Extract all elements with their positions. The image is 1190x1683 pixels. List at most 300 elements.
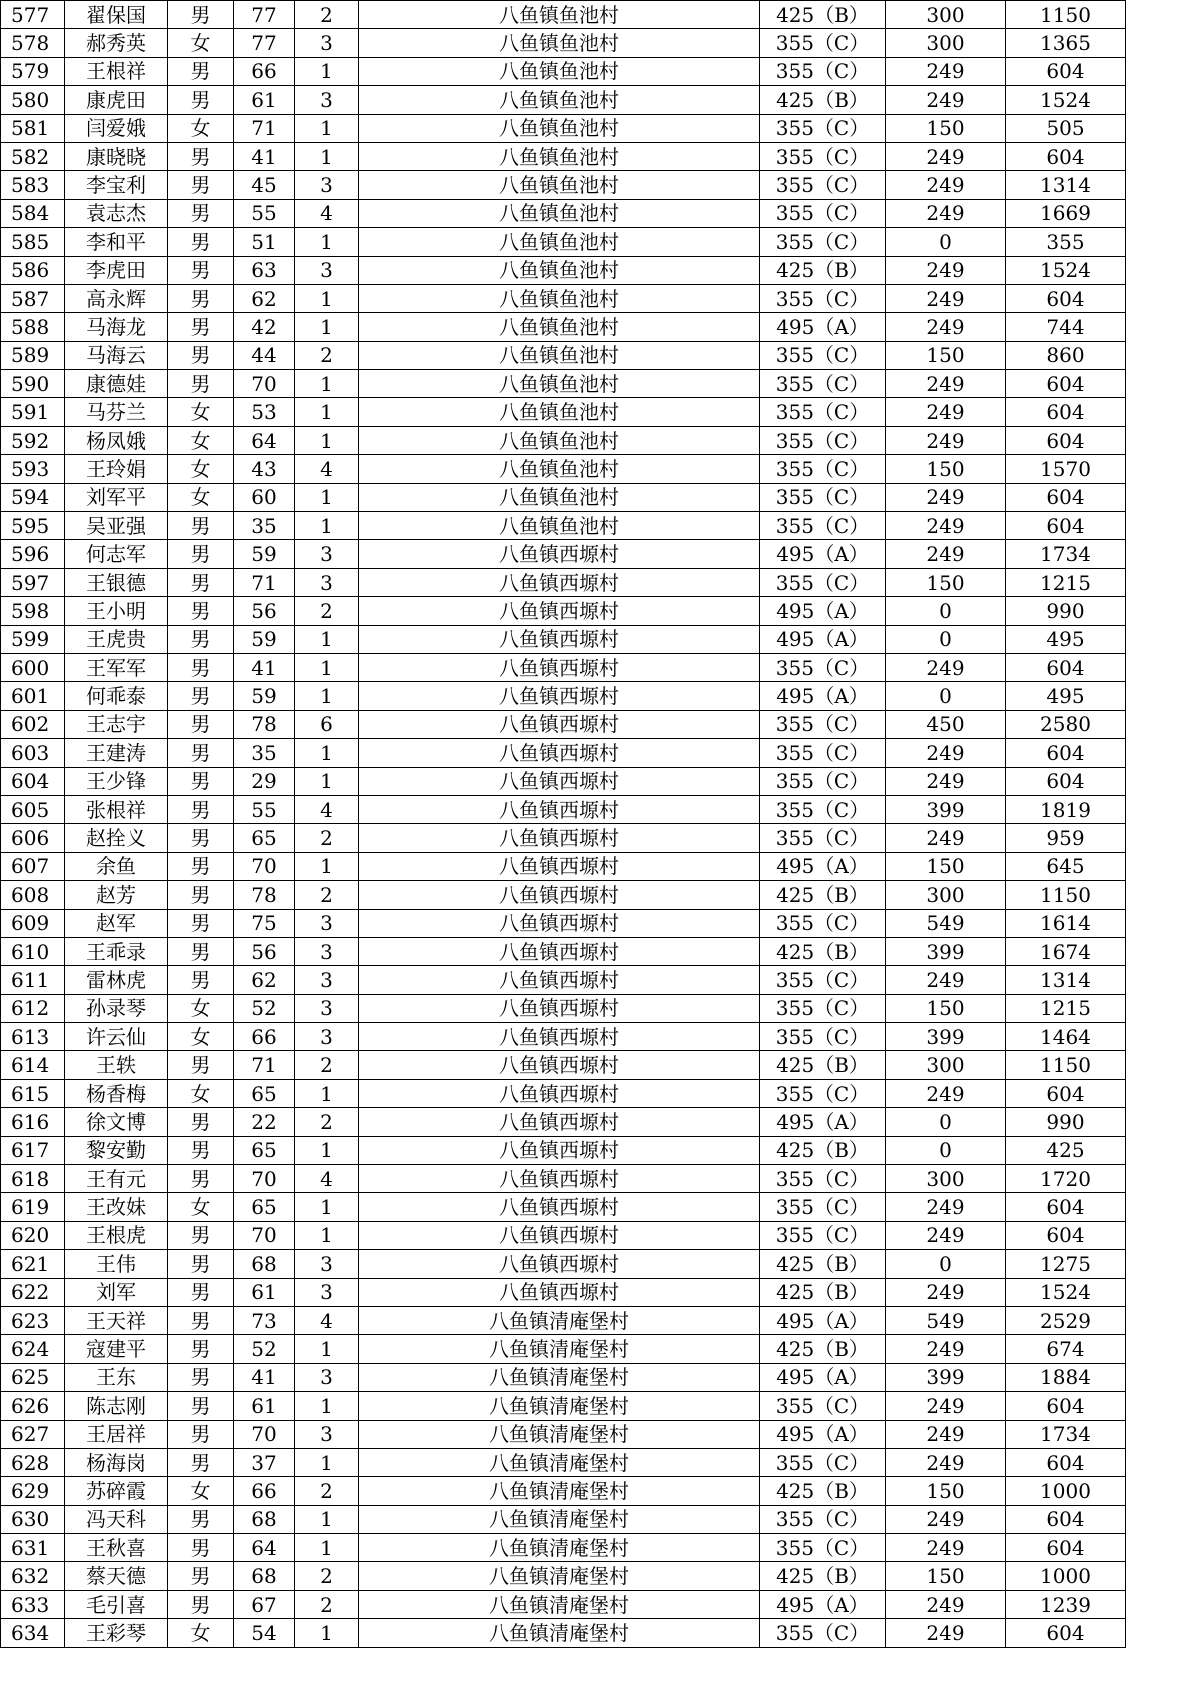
household-size-cell: 1	[295, 1619, 359, 1647]
name-cell: 毛引喜	[65, 1590, 168, 1618]
table-row	[1, 540, 1126, 568]
household-size-cell: 3	[295, 1250, 359, 1278]
subsidy-cell: 300	[886, 881, 1006, 909]
table-row	[1, 682, 1126, 710]
village-cell: 八鱼镇鱼池村	[359, 398, 760, 426]
standard-cell: 355（C）	[760, 483, 886, 511]
village-cell: 八鱼镇西塬村	[359, 767, 760, 795]
subsidy-cell: 249	[886, 966, 1006, 994]
total-cell: 425	[1006, 1136, 1126, 1164]
village-cell: 八鱼镇清庵堡村	[359, 1590, 760, 1618]
gender-cell: 女	[168, 1619, 234, 1647]
standard-cell: 355（C）	[760, 1221, 886, 1249]
gender-cell: 男	[168, 1534, 234, 1562]
standard-cell: 355（C）	[760, 455, 886, 483]
gender-cell: 女	[168, 114, 234, 142]
standard-cell: 495（A）	[760, 597, 886, 625]
household-size-cell: 1	[295, 625, 359, 653]
total-cell: 1734	[1006, 1420, 1126, 1448]
age-cell: 77	[234, 29, 295, 57]
subsidy-cell: 249	[886, 824, 1006, 852]
age-cell: 55	[234, 795, 295, 823]
standard-cell: 425（B）	[760, 1562, 886, 1590]
age-cell: 41	[234, 1363, 295, 1391]
gender-cell: 男	[168, 512, 234, 540]
standard-cell: 425（B）	[760, 937, 886, 965]
name-cell: 刘军平	[65, 483, 168, 511]
table-row	[1, 455, 1126, 483]
age-cell: 70	[234, 370, 295, 398]
name-cell: 王银德	[65, 568, 168, 596]
table-row	[1, 1363, 1126, 1391]
village-cell: 八鱼镇西塬村	[359, 625, 760, 653]
name-cell: 赵拴义	[65, 824, 168, 852]
gender-cell: 男	[168, 313, 234, 341]
row-number: 579	[1, 57, 65, 85]
name-cell: 吴亚强	[65, 512, 168, 540]
household-size-cell: 1	[295, 426, 359, 454]
gender-cell: 男	[168, 653, 234, 681]
age-cell: 66	[234, 1023, 295, 1051]
village-cell: 八鱼镇鱼池村	[359, 57, 760, 85]
standard-cell: 355（C）	[760, 739, 886, 767]
table-row	[1, 739, 1126, 767]
name-cell: 马海龙	[65, 313, 168, 341]
standard-cell: 425（B）	[760, 1250, 886, 1278]
subsidy-cell: 249	[886, 86, 1006, 114]
age-cell: 56	[234, 937, 295, 965]
household-size-cell: 2	[295, 1562, 359, 1590]
age-cell: 67	[234, 1590, 295, 1618]
village-cell: 八鱼镇西塬村	[359, 881, 760, 909]
table-row	[1, 653, 1126, 681]
village-cell: 八鱼镇清庵堡村	[359, 1363, 760, 1391]
total-cell: 355	[1006, 228, 1126, 256]
standard-cell: 355（C）	[760, 1619, 886, 1647]
name-cell: 李和平	[65, 228, 168, 256]
row-number: 625	[1, 1363, 65, 1391]
gender-cell: 男	[168, 568, 234, 596]
row-number: 616	[1, 1108, 65, 1136]
row-number: 624	[1, 1335, 65, 1363]
subsidy-cell: 249	[886, 398, 1006, 426]
village-cell: 八鱼镇鱼池村	[359, 29, 760, 57]
name-cell: 王根虎	[65, 1221, 168, 1249]
household-size-cell: 3	[295, 909, 359, 937]
household-size-cell: 4	[295, 199, 359, 227]
table-row	[1, 909, 1126, 937]
subsidy-cell: 249	[886, 1079, 1006, 1107]
gender-cell: 女	[168, 398, 234, 426]
standard-cell: 495（A）	[760, 1590, 886, 1618]
household-size-cell: 1	[295, 682, 359, 710]
row-number: 608	[1, 881, 65, 909]
household-size-cell: 1	[295, 739, 359, 767]
name-cell: 王根祥	[65, 57, 168, 85]
standard-cell: 355（C）	[760, 398, 886, 426]
total-cell: 1215	[1006, 994, 1126, 1022]
total-cell: 604	[1006, 767, 1126, 795]
household-size-cell: 3	[295, 966, 359, 994]
gender-cell: 男	[168, 1420, 234, 1448]
table-row	[1, 370, 1126, 398]
household-size-cell: 3	[295, 1420, 359, 1448]
name-cell: 余鱼	[65, 852, 168, 880]
gender-cell: 男	[168, 228, 234, 256]
gender-cell: 男	[168, 824, 234, 852]
standard-cell: 355（C）	[760, 1392, 886, 1420]
table-row	[1, 256, 1126, 284]
table-row	[1, 1278, 1126, 1306]
row-number: 620	[1, 1221, 65, 1249]
subsidy-cell: 399	[886, 937, 1006, 965]
total-cell: 1524	[1006, 256, 1126, 284]
total-cell: 1314	[1006, 966, 1126, 994]
total-cell: 604	[1006, 57, 1126, 85]
subsidy-cell: 249	[886, 426, 1006, 454]
row-number: 597	[1, 568, 65, 596]
table-row	[1, 1108, 1126, 1136]
table-row	[1, 199, 1126, 227]
age-cell: 52	[234, 1335, 295, 1363]
village-cell: 八鱼镇西塬村	[359, 710, 760, 738]
gender-cell: 男	[168, 1392, 234, 1420]
age-cell: 78	[234, 710, 295, 738]
name-cell: 王虎贵	[65, 625, 168, 653]
gender-cell: 男	[168, 1306, 234, 1334]
subsidy-cell: 399	[886, 1363, 1006, 1391]
age-cell: 77	[234, 1, 295, 29]
age-cell: 51	[234, 228, 295, 256]
household-size-cell: 1	[295, 228, 359, 256]
subsidy-cell: 249	[886, 1420, 1006, 1448]
row-number: 621	[1, 1250, 65, 1278]
subsidy-cell: 249	[886, 1590, 1006, 1618]
name-cell: 康虎田	[65, 86, 168, 114]
household-size-cell: 2	[295, 881, 359, 909]
table-row	[1, 852, 1126, 880]
household-size-cell: 2	[295, 1477, 359, 1505]
age-cell: 41	[234, 142, 295, 170]
total-cell: 1524	[1006, 86, 1126, 114]
row-number: 618	[1, 1165, 65, 1193]
subsidy-cell: 249	[886, 313, 1006, 341]
total-cell: 1819	[1006, 795, 1126, 823]
name-cell: 康晓晓	[65, 142, 168, 170]
total-cell: 604	[1006, 1619, 1126, 1647]
household-size-cell: 1	[295, 852, 359, 880]
village-cell: 八鱼镇鱼池村	[359, 370, 760, 398]
household-size-cell: 2	[295, 1108, 359, 1136]
village-cell: 八鱼镇西塬村	[359, 597, 760, 625]
table-row	[1, 1079, 1126, 1107]
age-cell: 78	[234, 881, 295, 909]
name-cell: 闫爱娥	[65, 114, 168, 142]
gender-cell: 男	[168, 256, 234, 284]
row-number: 590	[1, 370, 65, 398]
standard-cell: 355（C）	[760, 228, 886, 256]
gender-cell: 男	[168, 370, 234, 398]
standard-cell: 355（C）	[760, 199, 886, 227]
table-row	[1, 512, 1126, 540]
row-number: 626	[1, 1392, 65, 1420]
row-number: 580	[1, 86, 65, 114]
standard-cell: 355（C）	[760, 341, 886, 369]
row-number: 610	[1, 937, 65, 965]
age-cell: 35	[234, 739, 295, 767]
total-cell: 1275	[1006, 1250, 1126, 1278]
gender-cell: 男	[168, 1, 234, 29]
subsidy-cell: 399	[886, 1023, 1006, 1051]
household-size-cell: 3	[295, 568, 359, 596]
village-cell: 八鱼镇鱼池村	[359, 1, 760, 29]
age-cell: 59	[234, 625, 295, 653]
name-cell: 李宝利	[65, 171, 168, 199]
subsidy-cell: 249	[886, 1619, 1006, 1647]
standard-cell: 355（C）	[760, 1505, 886, 1533]
name-cell: 孙录琴	[65, 994, 168, 1022]
subsidy-cell: 150	[886, 1562, 1006, 1590]
village-cell: 八鱼镇鱼池村	[359, 171, 760, 199]
subsidy-cell: 249	[886, 199, 1006, 227]
name-cell: 王建涛	[65, 739, 168, 767]
total-cell: 604	[1006, 1392, 1126, 1420]
age-cell: 37	[234, 1448, 295, 1476]
standard-cell: 355（C）	[760, 284, 886, 312]
village-cell: 八鱼镇西塬村	[359, 568, 760, 596]
name-cell: 何志军	[65, 540, 168, 568]
table-row	[1, 29, 1126, 57]
table-row	[1, 1221, 1126, 1249]
gender-cell: 男	[168, 199, 234, 227]
total-cell: 744	[1006, 313, 1126, 341]
subsidy-cell: 150	[886, 455, 1006, 483]
household-size-cell: 3	[295, 937, 359, 965]
row-number: 614	[1, 1051, 65, 1079]
row-number: 588	[1, 313, 65, 341]
household-size-cell: 4	[295, 795, 359, 823]
table-row	[1, 966, 1126, 994]
row-number: 581	[1, 114, 65, 142]
age-cell: 29	[234, 767, 295, 795]
standard-cell: 355（C）	[760, 57, 886, 85]
gender-cell: 女	[168, 994, 234, 1022]
row-number: 633	[1, 1590, 65, 1618]
village-cell: 八鱼镇清庵堡村	[359, 1534, 760, 1562]
total-cell: 990	[1006, 1108, 1126, 1136]
table-row	[1, 171, 1126, 199]
standard-cell: 425（B）	[760, 1477, 886, 1505]
subsidy-cell: 249	[886, 739, 1006, 767]
gender-cell: 女	[168, 1023, 234, 1051]
household-size-cell: 2	[295, 824, 359, 852]
row-number: 587	[1, 284, 65, 312]
village-cell: 八鱼镇西塬村	[359, 540, 760, 568]
row-number: 583	[1, 171, 65, 199]
total-cell: 2580	[1006, 710, 1126, 738]
village-cell: 八鱼镇西塬村	[359, 852, 760, 880]
household-size-cell: 3	[295, 994, 359, 1022]
gender-cell: 男	[168, 597, 234, 625]
gender-cell: 男	[168, 966, 234, 994]
subsidy-cell: 249	[886, 1448, 1006, 1476]
age-cell: 62	[234, 284, 295, 312]
table-row	[1, 114, 1126, 142]
village-cell: 八鱼镇西塬村	[359, 937, 760, 965]
row-number: 617	[1, 1136, 65, 1164]
name-cell: 翟保国	[65, 1, 168, 29]
age-cell: 65	[234, 1136, 295, 1164]
village-cell: 八鱼镇鱼池村	[359, 483, 760, 511]
row-number: 603	[1, 739, 65, 767]
name-cell: 徐文博	[65, 1108, 168, 1136]
name-cell: 王居祥	[65, 1420, 168, 1448]
table-row	[1, 142, 1126, 170]
age-cell: 68	[234, 1250, 295, 1278]
name-cell: 王玲娟	[65, 455, 168, 483]
gender-cell: 男	[168, 1051, 234, 1079]
table-row	[1, 1392, 1126, 1420]
gender-cell: 男	[168, 881, 234, 909]
table-row	[1, 1477, 1126, 1505]
gender-cell: 男	[168, 1221, 234, 1249]
table-row	[1, 795, 1126, 823]
table-row	[1, 568, 1126, 596]
age-cell: 59	[234, 682, 295, 710]
row-number: 594	[1, 483, 65, 511]
subsidy-cell: 249	[886, 1392, 1006, 1420]
subsidy-cell: 249	[886, 256, 1006, 284]
name-cell: 寇建平	[65, 1335, 168, 1363]
household-size-cell: 2	[295, 1051, 359, 1079]
standard-cell: 355（C）	[760, 1079, 886, 1107]
age-cell: 35	[234, 512, 295, 540]
subsidy-cell: 150	[886, 568, 1006, 596]
table-row	[1, 1250, 1126, 1278]
subsidy-cell: 249	[886, 767, 1006, 795]
row-number: 632	[1, 1562, 65, 1590]
village-cell: 八鱼镇西塬村	[359, 795, 760, 823]
table-row	[1, 398, 1126, 426]
age-cell: 64	[234, 426, 295, 454]
row-number: 578	[1, 29, 65, 57]
subsidy-cell: 249	[886, 284, 1006, 312]
subsidy-cell: 549	[886, 1306, 1006, 1334]
standard-cell: 425（B）	[760, 881, 886, 909]
household-size-cell: 1	[295, 1505, 359, 1533]
name-cell: 蔡天德	[65, 1562, 168, 1590]
household-size-cell: 1	[295, 512, 359, 540]
table-row	[1, 1505, 1126, 1533]
age-cell: 73	[234, 1306, 295, 1334]
standard-cell: 355（C）	[760, 1534, 886, 1562]
total-cell: 604	[1006, 142, 1126, 170]
age-cell: 66	[234, 1477, 295, 1505]
age-cell: 63	[234, 256, 295, 284]
age-cell: 64	[234, 1534, 295, 1562]
subsidy-cell: 249	[886, 512, 1006, 540]
household-size-cell: 4	[295, 1165, 359, 1193]
standard-cell: 425（B）	[760, 256, 886, 284]
row-number: 609	[1, 909, 65, 937]
total-cell: 1239	[1006, 1590, 1126, 1618]
standard-cell: 425（B）	[760, 86, 886, 114]
row-number: 596	[1, 540, 65, 568]
standard-cell: 355（C）	[760, 142, 886, 170]
gender-cell: 男	[168, 1108, 234, 1136]
village-cell: 八鱼镇鱼池村	[359, 86, 760, 114]
standard-cell: 355（C）	[760, 171, 886, 199]
row-number: 623	[1, 1306, 65, 1334]
total-cell: 604	[1006, 398, 1126, 426]
subsidy-cell: 249	[886, 142, 1006, 170]
village-cell: 八鱼镇清庵堡村	[359, 1392, 760, 1420]
gender-cell: 男	[168, 1250, 234, 1278]
total-cell: 604	[1006, 370, 1126, 398]
row-number: 613	[1, 1023, 65, 1051]
standard-cell: 425（B）	[760, 1136, 886, 1164]
subsidy-cell: 0	[886, 682, 1006, 710]
table-row	[1, 824, 1126, 852]
table-row	[1, 1306, 1126, 1334]
age-cell: 70	[234, 852, 295, 880]
subsidy-cell: 249	[886, 1278, 1006, 1306]
gender-cell: 女	[168, 1079, 234, 1107]
standard-cell: 495（A）	[760, 313, 886, 341]
total-cell: 2529	[1006, 1306, 1126, 1334]
name-cell: 何乖泰	[65, 682, 168, 710]
standard-cell: 495（A）	[760, 1306, 886, 1334]
household-size-cell: 6	[295, 710, 359, 738]
age-cell: 70	[234, 1165, 295, 1193]
household-size-cell: 1	[295, 313, 359, 341]
household-size-cell: 1	[295, 1136, 359, 1164]
name-cell: 杨香梅	[65, 1079, 168, 1107]
subsidy-cell: 249	[886, 653, 1006, 681]
age-cell: 60	[234, 483, 295, 511]
name-cell: 王少锋	[65, 767, 168, 795]
name-cell: 杨海岗	[65, 1448, 168, 1476]
total-cell: 604	[1006, 653, 1126, 681]
village-cell: 八鱼镇西塬村	[359, 1051, 760, 1079]
standard-cell: 495（A）	[760, 625, 886, 653]
subsidy-cell: 300	[886, 1, 1006, 29]
household-size-cell: 1	[295, 114, 359, 142]
subsidy-cell: 150	[886, 114, 1006, 142]
standard-cell: 355（C）	[760, 114, 886, 142]
gender-cell: 男	[168, 909, 234, 937]
name-cell: 张根祥	[65, 795, 168, 823]
total-cell: 495	[1006, 682, 1126, 710]
row-number: 604	[1, 767, 65, 795]
gender-cell: 男	[168, 1278, 234, 1306]
household-size-cell: 3	[295, 1023, 359, 1051]
subsidy-cell: 150	[886, 994, 1006, 1022]
row-number: 607	[1, 852, 65, 880]
total-cell: 495	[1006, 625, 1126, 653]
name-cell: 王伟	[65, 1250, 168, 1278]
gender-cell: 男	[168, 86, 234, 114]
standard-cell: 355（C）	[760, 370, 886, 398]
age-cell: 61	[234, 1392, 295, 1420]
row-number: 592	[1, 426, 65, 454]
age-cell: 45	[234, 171, 295, 199]
household-size-cell: 1	[295, 142, 359, 170]
table-row	[1, 1590, 1126, 1618]
total-cell: 1524	[1006, 1278, 1126, 1306]
subsidy-cell: 0	[886, 1136, 1006, 1164]
village-cell: 八鱼镇清庵堡村	[359, 1562, 760, 1590]
